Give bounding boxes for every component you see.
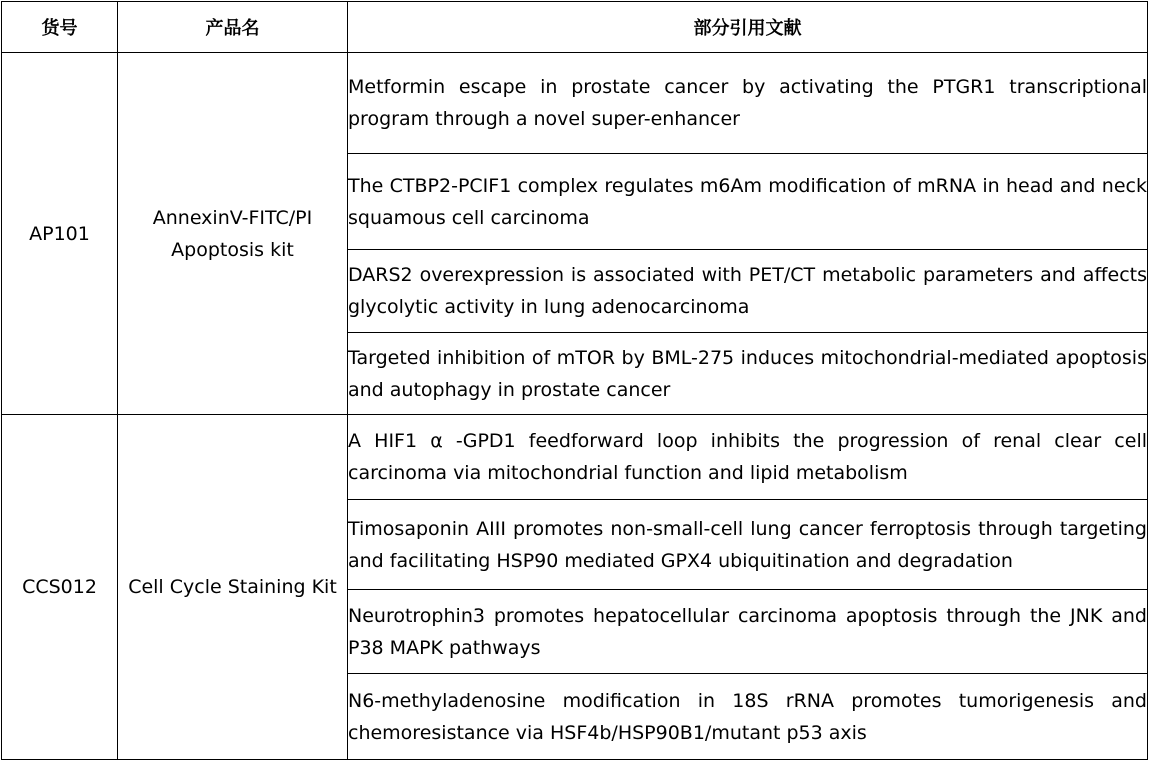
reference-cell: Metformin escape in prostate cancer by activating the PTGR1 transcriptional program through a novel super-enhancer [348,53,1148,154]
product-name-cell [118,53,348,415]
reference-cell: The CTBP2-PCIF1 complex regulates m6Am modification of mRNA in head and neck squamous cell carcinoma [348,154,1148,250]
reference-cell: Neurotrophin3 promotes hepatocellular carcinoma apoptosis through the JNK and P38 MAPK pathways [348,590,1148,674]
product-code-cell: AP101 [2,53,118,415]
table-row [2,53,1148,154]
reference-cell: N6-methyladenosine modification in 18S rRNA promotes tumorigenesis and chemoresistance via HSF4b/HSP90B1/mutant p53 axis [348,674,1148,760]
reference-cell: Targeted inhibition of mTOR by BML-275 induces mitochondrial-mediated apoptosis and autophagy in prostate cancer [348,333,1148,415]
header-row [2,2,1148,53]
reference-cell: Timosaponin AIII promotes non-small-cell lung cancer ferroptosis through targeting and facilitating HSP90 mediated GPX4 ubiquitination and degradation [348,500,1148,590]
reference-cell: DARS2 overexpression is associated with PET/CT metabolic parameters and affects glycolytic activity in lung adenocarcinoma [348,250,1148,333]
product-name: Cell Cycle Staining Kit [128,576,337,598]
product-code-cell: CCS012 [2,415,118,760]
product-name-cell [118,415,348,760]
header-code: 货号 [2,2,118,53]
citation-table [1,1,1148,760]
header-product: 产品名 [118,2,348,53]
product-name: AnnexinV-FITC/PI Apoptosis kit [152,206,313,261]
table-row [2,415,1148,500]
reference-cell: A HIF1 α -GPD1 feedforward loop inhibits the progression of renal clear cell carcinoma via mitochondrial function and lipid metabolism [348,415,1148,500]
header-refs: 部分引用文献 [348,2,1148,53]
